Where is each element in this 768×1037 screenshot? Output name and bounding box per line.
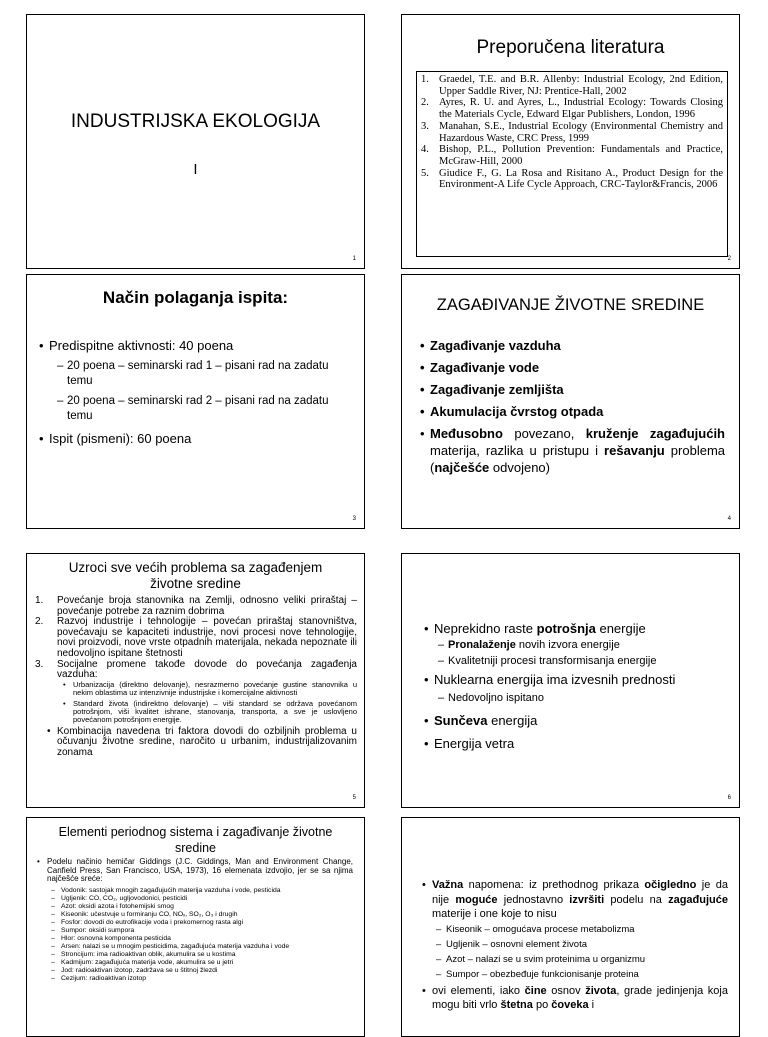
- sub-list: [73, 681, 357, 725]
- slide-3: [26, 274, 365, 529]
- element-item: – Jod: radioaktivan izotop, zadržava se u štitnoj žlezdi: [61, 967, 353, 975]
- sub-item: – Pronalaženje novih izvora energije: [448, 637, 729, 653]
- exam-sublist: [67, 359, 337, 424]
- bullet-item: • Zagađivanje vazduha: [430, 337, 725, 354]
- sub-item: – 20 poena – seminarski rad 1 – pisani rad na zadatu temu: [67, 359, 337, 389]
- energy-list: [434, 620, 729, 752]
- slide-4-title: ZAGAĐIVANJE ŽIVOTNE SREDINE: [436, 296, 705, 314]
- bullet-item: • Zagađivanje zemljišta: [430, 381, 725, 398]
- bullet-item: • Sunčeva energija: [434, 712, 729, 729]
- slide-number: 2: [727, 256, 731, 262]
- bullet-item: • Važna napomena: iz prethodnog prikaza očigledno je da nije moguće jednostavno izvršiti podelu na zagađujuće materije i one koje to nisu: [432, 878, 728, 922]
- sub-item: – Nedovoljno ispitano: [448, 690, 729, 706]
- slide-1-subtitle: I: [193, 161, 198, 178]
- element-item: – Stroncijum: ima radioaktivan oblik, akumulira se u kostima: [61, 951, 353, 959]
- elements-intro: [47, 858, 353, 884]
- sub-item: – 20 poena – seminarski rad 2 – pisani rad na zadatu temu: [67, 394, 337, 424]
- sub-item: • Urbanizacija (direktno delovanje), nesrazmerno povećanje gustine stanovnika u nekim oblastima uz intenzivnije industrijske i komercijalne aktivnosti: [73, 681, 357, 698]
- slide-5: [26, 553, 365, 808]
- bullet-item: • Neprekidno raste potrošnja energije: [434, 620, 729, 637]
- slide-number: 5: [352, 795, 356, 801]
- sub-item: – Ugljenik – osnovni element života: [446, 937, 728, 952]
- reference-item: 4. Bishop, P.L., Pollution Prevention: Fundamentals and Practice, McGraw-Hill, 2000: [421, 144, 723, 167]
- reference-item: 3. Manahan, S.E., Industrial Ecology (Environmental Chemistry and Hazardous Waste, CRC Press, 1999: [421, 120, 723, 144]
- numbered-item: 3. Socijalne promene takođe dovode do povećanja zagađenja vazduha:: [35, 658, 357, 681]
- bullet-item: • Ispit (pismeni): 60 poena: [49, 430, 354, 447]
- reference-item: 5. Giudice F., G. La Rosa and Risitano A., Product Design for the Environment-A Life Cycle Approach, CRC-Taylor&Francis, 2006: [421, 167, 723, 191]
- slide-number: 4: [727, 516, 731, 522]
- sub-item: – Kvalitetniji procesi transformisanja energije: [448, 653, 729, 669]
- slide-number: 1: [352, 256, 356, 262]
- bullet-item: • Podelu načinio hemičar Giddings (J.C. Giddings, Man and Environment Change, Canfield Press, San Francisco, USA, 1973), 16 elemenata izdvojio, jer se sa njima najčešće sreće:: [47, 858, 353, 884]
- slide-2-title: Preporučena literatura: [476, 37, 665, 58]
- slide-7-title: Elementi periodnog sistema i zagađivanje životne sredine: [58, 825, 333, 855]
- pollution-list: [430, 337, 725, 476]
- element-item: – Hlor: osnovna komponenta pesticida: [61, 935, 353, 943]
- slide-number: 3: [352, 516, 356, 522]
- slide-6: [401, 553, 740, 808]
- sub-item: – Azot – nalazi se u svim proteinima u organizmu: [446, 952, 728, 967]
- element-item: – Fosfor: dovodi do eutrofikacije voda i prekomernog rasta algi: [61, 919, 353, 927]
- bullet-item: • Zagađivanje vode: [430, 359, 725, 376]
- slide-8: [401, 817, 740, 1037]
- bullet-item: • Energija vetra: [434, 735, 729, 752]
- sub-item: • Standard života (indirektno delovanje) – viši standard se održava povećanom potrošnjom, viši kvalitet ishrane, stanovanja, transporta, a sve je uslovljeno povećanom potrošnjom energije.: [73, 700, 357, 725]
- slide-1-title: INDUSTRIJSKA EKOLOGIJA: [70, 111, 321, 132]
- reference-item: 1. Graedel, T.E. and B.R. Allenby: Industrial Ecology, 2nd Edition, Upper Saddle River, NJ: Prentice-Hall, 2002: [421, 74, 723, 97]
- numbered-item: 1. Povećanje broja stanovnika na Zemlji, odnosno veliki priraštaj – povećanje potrebe za raznim dobrima: [35, 595, 357, 617]
- sub-item: – Kiseonik – omogućava procese metabolizma: [446, 922, 728, 937]
- slide-number: 6: [727, 795, 731, 801]
- references-list: [421, 74, 723, 191]
- element-item: – Ugljenik: CO, CO₂, ugljovodonici, pesticidi: [61, 895, 353, 903]
- slide-7: [26, 817, 365, 1037]
- bullet-item: • Kombinacija navedena tri faktora dovodi do ozbiljnih problema u očuvanju životne sredine, naročito u urbanim, industrijalizovanim zonama: [57, 727, 357, 759]
- bullet-item: • ovi elementi, iako čine osnov života, grade jedinjenja koja mogu biti vrlo štetna po čoveka i: [432, 984, 728, 1013]
- element-item: – Arsen: nalazi se u mnogim pesticidima, zagađujuća materija vazduha i vode: [61, 943, 353, 951]
- exam-list-2: [49, 430, 354, 447]
- slide-5-title: Uzroci sve većih problema sa zagađenjem životne sredine: [68, 560, 323, 591]
- element-item: – Vodonik: sastojak mnogih zagađujućih materija vazduha i vode, pesticida: [61, 887, 353, 895]
- sub-item: – Sumpor – obezbeđuje funkcionisanje proteina: [446, 967, 728, 982]
- numbered-item: 2. Razvoj industrije i tehnologije – povećan priraštaj stanovništva, povećavaju se kapaciteti industrije, novi procesi nove tehnologije, novi proizvodi, nove vrste otpadnih materijala, nekada nepoznate ili nedovoljno ispitane štetnosti: [35, 616, 357, 659]
- element-item: – Azot: oksidi azota i fotohemijski smog: [61, 903, 353, 911]
- bullet-item: • Akumulacija čvrstog otpada: [430, 403, 725, 420]
- note-list: [432, 878, 728, 1013]
- causes-list: [35, 596, 357, 759]
- slide-4: [401, 274, 740, 529]
- elements-list: [61, 887, 353, 983]
- element-item: – Kadmijum: zagađujuća materija vode, akumulira se u jetri: [61, 959, 353, 967]
- references-box: [416, 71, 728, 257]
- bullet-item: • Međusobno povezano, kruženje zagađujućih materija, razlika u pristupu i rešavanju problema (najčešće odvojeno): [430, 425, 725, 476]
- reference-item: 2. Ayres, R. U. and Ayres, L., Industrial Ecology: Towards Closing the Materials Cycle, Edward Elgar Publishers, London, 1996: [421, 97, 723, 121]
- slide-1: [26, 14, 365, 269]
- causes-summary: [57, 727, 357, 759]
- bullet-item: • Nuklearna energija ima izvesnih prednosti: [434, 671, 729, 688]
- exam-list: [49, 337, 354, 354]
- slide-3-title: Način polaganja ispita:: [102, 288, 289, 307]
- slide-2: [401, 14, 740, 269]
- bullet-item: • Predispitne aktivnosti: 40 poena: [49, 337, 354, 354]
- element-item: – Sumpor: oksidi sumpora: [61, 927, 353, 935]
- element-item: – Kiseonik: učestvuje u formiranju CO, NOₓ, SO₂, O₃ i drugih: [61, 911, 353, 919]
- element-item: – Cezijum: radioaktivan izotop: [61, 975, 353, 983]
